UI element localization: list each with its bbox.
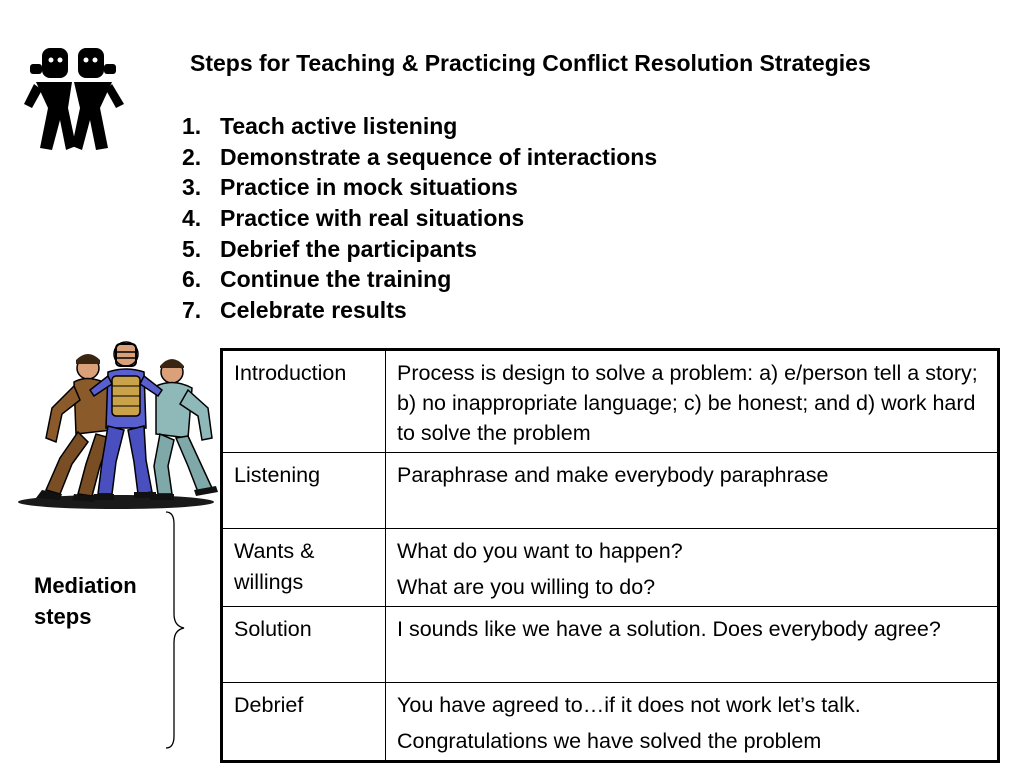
page-title: Steps for Teaching & Practicing Conflict Resolution Strategies: [190, 50, 871, 76]
steps-list: [182, 112, 657, 327]
row-description: What do you want to happen? What are you willing to do?: [386, 529, 999, 607]
row-label: Solution: [222, 607, 386, 683]
curly-brace-icon: [164, 510, 186, 750]
mediation-steps-label: Mediation steps: [34, 573, 137, 629]
row-label: Debrief: [222, 683, 386, 762]
table-row: [222, 350, 999, 453]
row-description: I sounds like we have a solution. Does everybody agree?: [386, 607, 999, 683]
row-label: Introduction: [222, 350, 386, 453]
row-description: Paraphrase and make everybody paraphrase: [386, 453, 999, 529]
two-people-silhouette-icon: [22, 46, 126, 158]
list-item: 5. Debrief the participants: [182, 235, 477, 262]
table-row: [222, 683, 999, 762]
row-description: Process is design to solve a problem: a) e/person tell a story; b) no inappropriate language; c) be honest; and d) work hard to solve the problem: [386, 350, 999, 453]
row-label: Wants & willings: [222, 529, 386, 607]
list-item: 7. Celebrate results: [182, 297, 407, 324]
list-item: 1. Teach active listening: [182, 113, 458, 139]
row-label: Listening: [222, 453, 386, 529]
table-row: [222, 453, 999, 529]
referee-separating-two-men-icon: [16, 338, 224, 510]
table-row: [222, 607, 999, 683]
mediation-steps-table: [220, 348, 1000, 763]
row-description: You have agreed to…if it does not work let’s talk. Congratulations we have solved the problem: [386, 683, 999, 762]
list-item: 4. Practice with real situations: [182, 205, 525, 232]
list-item: 2. Demonstrate a sequence of interactions: [182, 143, 658, 170]
list-item: 3. Practice in mock situations: [182, 174, 518, 201]
list-item: 6. Continue the training: [182, 266, 452, 293]
table-row: [222, 529, 999, 607]
